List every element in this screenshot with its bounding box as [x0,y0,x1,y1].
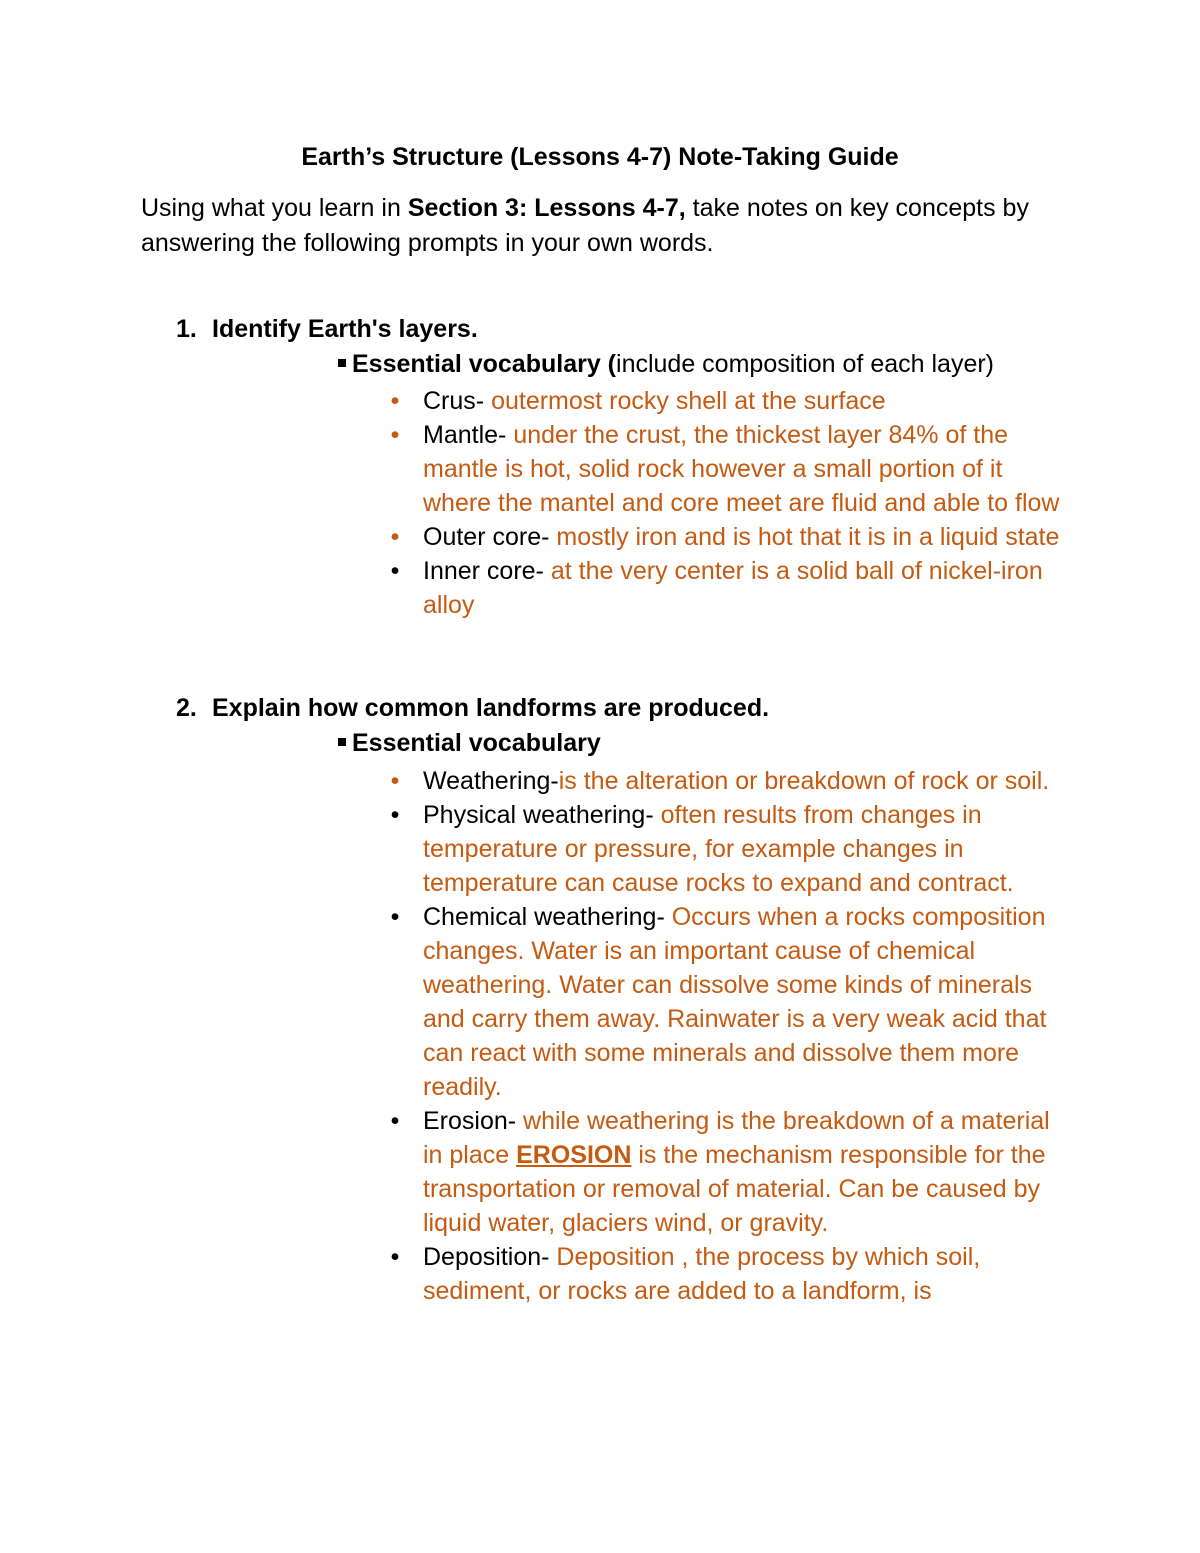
erosion-highlight: EROSION [516,1141,632,1169]
question-number: 2. [176,694,197,722]
bullet-icon: • [390,387,400,415]
vocab-list-1 [385,384,1065,622]
bullet-icon: • [390,801,400,829]
bullet-icon: • [390,523,400,551]
list-item: • Inner core- at the very center is a solid ball of nickel-iron alloy [385,554,1065,622]
square-bullet-icon [338,359,346,367]
question-number: 1. [176,315,197,343]
vocab-heading-1 [338,347,994,381]
question-text: Explain how common landforms are produced. [212,694,770,722]
vocab-note: include composition of each layer) [616,350,994,378]
list-item: • Chemical weathering- Occurs when a rocks composition changes. Water is an important cause of chemical weathering. Water can dissolve some kinds of minerals and carry them away. Rainwater is a very weak acid that can react with some minerals and dissolve them more readily. [385,900,1065,1104]
list-item: • Physical weathering- often results from changes in temperature or pressure, for example changes in temperature can cause rocks to expand and contract. [385,798,1065,900]
list-item: • Erosion- while weathering is the breakdown of a material in place EROSION is the mechanism responsible for the transportation or removal of material. Can be caused by liquid water, glaciers wind, or gravity. [385,1104,1065,1240]
intro-paragraph [141,191,1061,261]
list-item: • Weathering-is the alteration or breakdown of rock or soil. [385,764,1065,798]
intro-section-ref: Section 3: Lessons 4-7, [407,194,686,222]
vocab-label: Essential vocabulary [352,350,601,378]
bullet-icon: • [390,1107,400,1135]
vocab-open-paren: ( [600,350,617,378]
bullet-icon: • [390,767,400,795]
list-item: • Crus- outermost rocky shell at the surface [385,384,1065,418]
bullet-icon: • [390,421,400,449]
intro-suffix: take notes on key concepts by answering the following prompts in your own words. [141,194,1029,257]
vocab-heading-2 [338,726,601,760]
bullet-icon: • [390,557,400,585]
square-bullet-icon [338,738,346,746]
page-title: Earth’s Structure (Lessons 4-7) Note-Taking Guide [301,143,899,171]
list-item: • Deposition- Deposition , the process by which soil, sediment, or rocks are added to a landform, is [385,1240,1065,1308]
intro-prefix: Using what you learn in [141,194,408,222]
list-item: • Mantle- under the crust, the thickest layer 84% of the mantle is hot, solid rock however a small portion of it where the mantel and core meet are fluid and able to flow [385,418,1065,520]
vocab-list-2 [385,764,1065,1308]
list-item: • Outer core- mostly iron and is hot that it is in a liquid state [385,520,1065,554]
bullet-icon: • [390,903,400,931]
vocab-label: Essential vocabulary [352,729,601,757]
bullet-icon: • [390,1243,400,1271]
question-text: Identify Earth's layers. [212,315,478,343]
